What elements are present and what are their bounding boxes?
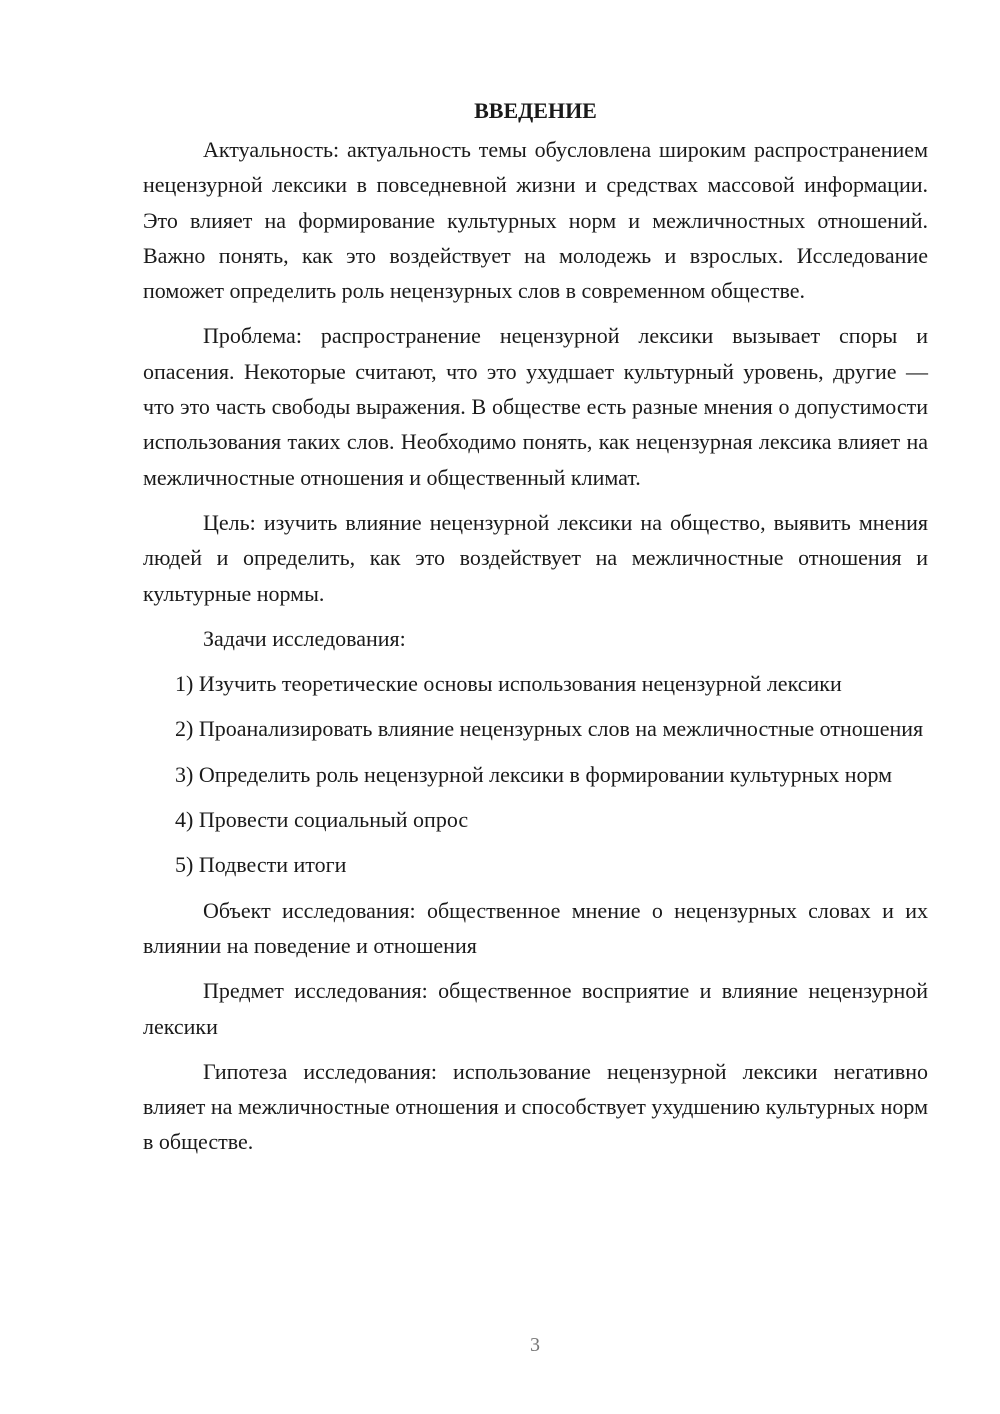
list-item: 2) Проанализировать влияние нецензурных слов на межличностные отношения (175, 716, 924, 742)
tasks-heading: Задачи исследования: (203, 625, 406, 651)
paragraph-hypothesis: Гипотеза исследования: использование нецензурной лексики негативно влияет на межличностные отношения и способствует ухудшению культурных норм в обществе. (143, 1058, 928, 1155)
document-page (143, 96, 928, 1170)
paragraph-object: Объект исследования: общественное мнение о нецензурных словах и их влиянии на поведение и отношения (143, 897, 928, 958)
list-item: 5) Подвести итоги (175, 852, 347, 878)
document-title: ВВЕДЕНИЕ (474, 98, 597, 123)
list-item: 3) Определить роль нецензурной лексики в формировании культурных норм (175, 761, 893, 787)
paragraph-problem: Проблема: распространение нецензурной лексики вызывает споры и опасения. Некоторые считают, что это ухудшает культурный уровень, другие — что это часть свободы выражения. В обществе есть разные мнения о допустимости использования таких слов. Необходимо понять, как нецензурная лексика влияет на межличностные отношения и общественный климат. (143, 323, 928, 490)
tasks-list (143, 666, 928, 882)
paragraph-subject: Предмет исследования: общественное восприятие и влияние нецензурной лексики (143, 978, 928, 1039)
list-item: 1) Изучить теоретические основы использования нецензурной лексики (175, 671, 842, 697)
page-number: 3 (530, 1334, 540, 1356)
paragraph-goal: Цель: изучить влияние нецензурной лексики на общество, выявить мнения людей и определить, как это воздействует на межличностные отношения и культурные нормы. (143, 509, 928, 606)
list-item: 4) Провести социальный опрос (175, 807, 469, 833)
paragraph-relevance: Актуальность: актуальность темы обусловлена широким распространением нецензурной лексики в повседневной жизни и средствах массовой информации. Это влияет на формирование культурных норм и межличностных отношений. Важно понять, как это воздействует на молодежь и взрослых. Исследование поможет определить роль нецензурных слов в современном обществе. (143, 137, 928, 304)
